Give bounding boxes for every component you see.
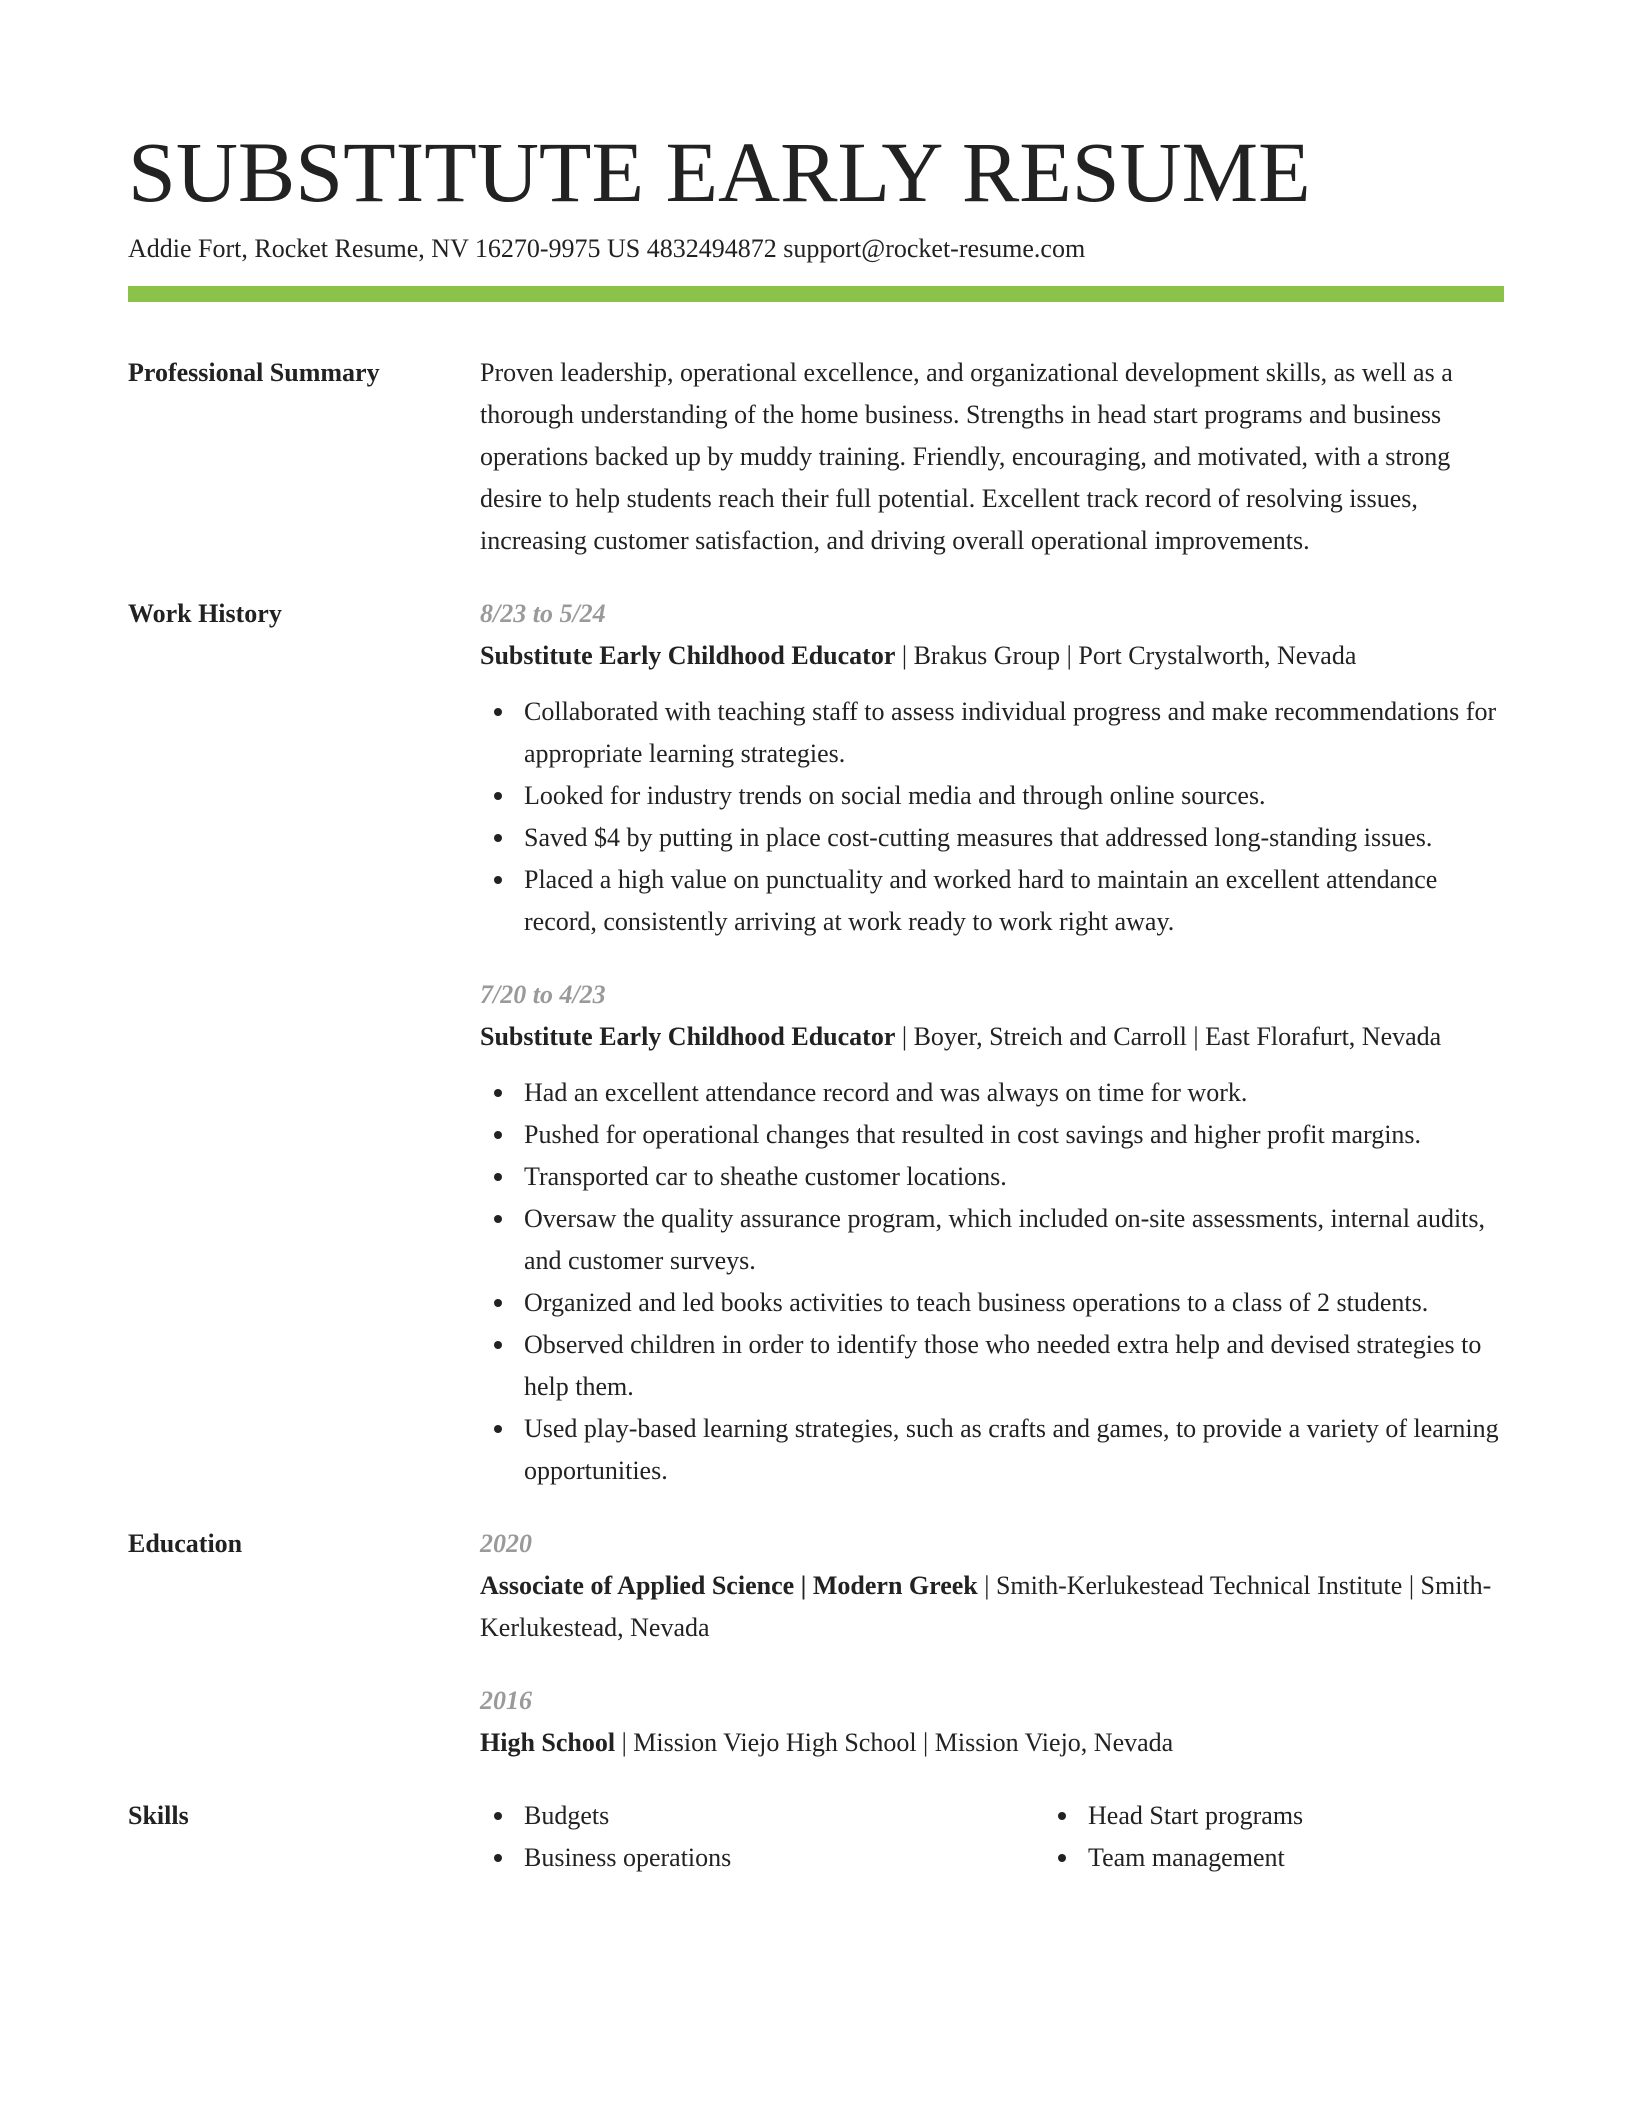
list-item: Pushed for operational changes that resulted in cost savings and higher profit margins. [524,1114,1504,1156]
education-entry [480,1680,1504,1764]
list-item: Collaborated with teaching staff to assess individual progress and make recommendations for appropriate learning strategies. [524,691,1504,775]
job-bullets [480,1072,1504,1492]
work-history-body [480,593,1504,1492]
job-entry [480,593,1504,943]
school-location: | Mission Viejo High School | Mission Viejo, Nevada [615,1728,1174,1757]
list-item: Team management [1088,1837,1548,1879]
skills-body [480,1795,1504,1879]
job-title: Substitute Early Childhood Educator [480,1022,896,1051]
job-dates: 8/23 to 5/24 [480,599,606,628]
skills-section [128,1795,1504,1879]
job-heading [480,1016,1504,1058]
resume-page [128,0,1504,1879]
section-label-education: Education [128,1529,243,1558]
degree-title: High School [480,1728,616,1757]
list-item: Observed children in order to identify those who needed extra help and devised strategies to help them. [524,1324,1504,1408]
education-body [480,1523,1504,1764]
job-dates: 7/20 to 4/23 [480,980,606,1009]
education-dates: 2016 [480,1686,532,1715]
resume-title: SUBSTITUTE EARLY RESUME [128,124,1311,220]
list-item: Business operations [524,1837,984,1879]
section-label-skills: Skills [128,1801,189,1830]
skills-column-right [1044,1795,1548,1879]
education-heading [480,1565,1504,1649]
skills-column-left [480,1795,984,1879]
education-entry [480,1523,1504,1649]
summary-text: Proven leadership, operational excellence, and organizational development skills, as well as a thorough understanding of the home business. Strengths in head start programs and business operations backed up by muddy training. Friendly, encouraging, and motivated, with a strong desire to help students reach their full potential. Excellent track record of resolving issues, increasing customer satisfaction, and driving overall operational improvements. [480,358,1453,555]
education-section [128,1523,1504,1764]
degree-title: Associate of Applied Science | Modern Greek [480,1571,978,1600]
education-dates: 2020 [480,1529,532,1558]
job-employer-location: | Brakus Group | Port Crystalworth, Nevada [895,641,1357,670]
list-item: Saved $4 by putting in place cost-cutting measures that addressed long-standing issues. [524,817,1504,859]
school-location: | Smith-Kerlukestead Technical Institute | Smith-Kerlukestead, Nevada [480,1571,1492,1642]
work-history-section [128,593,1504,1492]
list-item: Organized and led books activities to teach business operations to a class of 2 students. [524,1282,1504,1324]
list-item: Oversaw the quality assurance program, which included on-site assessments, internal audits, and customer surveys. [524,1198,1504,1282]
list-item: Head Start programs [1088,1795,1548,1837]
contact-line: Addie Fort, Rocket Resume, NV 16270-9975 US 4832494872 support@rocket-resume.com [128,234,1086,263]
list-item: Transported car to sheathe customer locations. [524,1156,1504,1198]
job-heading [480,635,1504,677]
section-label-summary: Professional Summary [128,358,380,387]
list-item: Budgets [524,1795,984,1837]
list-item: Looked for industry trends on social media and through online sources. [524,775,1504,817]
list-item: Placed a high value on punctuality and worked hard to maintain an excellent attendance record, consistently arriving at work ready to work right away. [524,859,1504,943]
section-label-work-history: Work History [128,599,282,628]
list-item: Used play-based learning strategies, such as crafts and games, to provide a variety of learning opportunities. [524,1408,1504,1492]
list-item: Had an excellent attendance record and was always on time for work. [524,1072,1504,1114]
job-employer-location: | Boyer, Streich and Carroll | East Florafurt, Nevada [895,1022,1442,1051]
header-divider [128,286,1504,302]
job-entry [480,974,1504,1492]
job-bullets [480,691,1504,943]
summary-section [128,352,1504,562]
education-heading [480,1722,1504,1764]
job-title: Substitute Early Childhood Educator [480,641,896,670]
